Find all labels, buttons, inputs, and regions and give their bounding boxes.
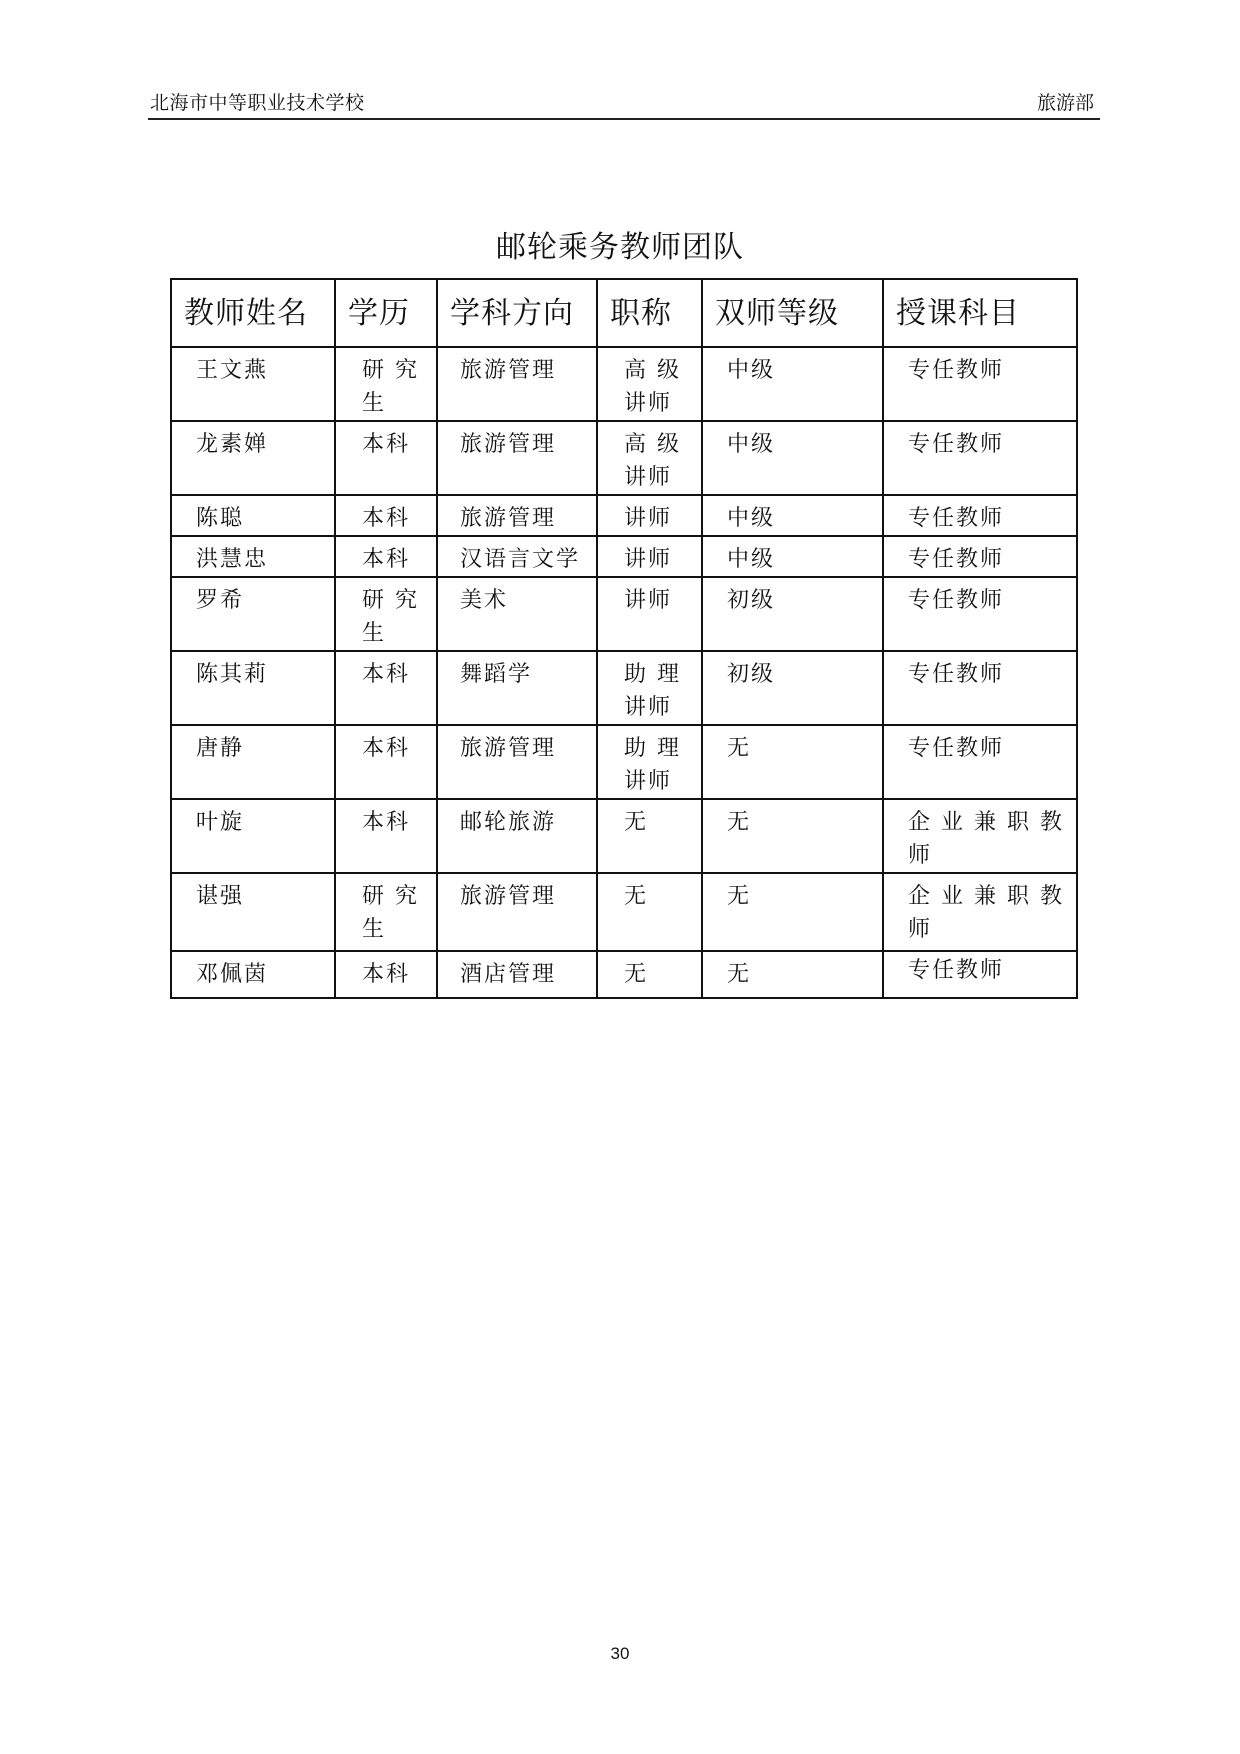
cell-course [883,873,1077,951]
page-header [148,88,1100,120]
cell-course-text: 专任教师 [908,662,1005,687]
cell-rank [597,536,702,577]
cell-course [883,651,1077,725]
cell-major [437,651,597,725]
cell-course [883,577,1077,651]
cell-course-text: 专任教师 [908,358,1005,383]
cell-dual-level [702,495,883,536]
cell-rank [597,725,702,799]
cell-name-text: 洪慧忠 [196,547,269,572]
cell-course [883,799,1077,873]
cell-education-text: 本科 [362,506,411,531]
cell-course [883,951,1077,998]
cell-course [883,347,1077,421]
table-row [171,651,1077,725]
header-course: 授课科目 [883,279,1077,347]
cell-education-text: 本科 [362,662,411,687]
cell-name-text: 陈聪 [196,506,245,531]
cell-name-text: 唐静 [196,736,245,761]
cell-rank [597,799,702,873]
cell-major [437,495,597,536]
cell-rank [597,495,702,536]
cell-course-text: 专任教师 [908,736,1005,761]
cell-name [171,495,335,536]
table-row [171,725,1077,799]
cell-education-text: 研 究 生 [362,588,419,646]
header-dual-level: 双师等级 [702,279,883,347]
cell-name [171,421,335,495]
cell-education-text: 本科 [362,432,411,457]
cell-name [171,651,335,725]
cell-education-text: 本科 [362,547,411,572]
cell-education [335,536,437,577]
table-row [171,799,1077,873]
table-row [171,873,1077,951]
cell-education [335,651,437,725]
cell-dual-level-text: 中级 [727,432,776,457]
cell-dual-level-text: 初级 [727,662,776,687]
cell-name-text: 陈其莉 [196,662,269,687]
cell-dual-level [702,577,883,651]
cell-course-text: 专任教师 [908,547,1005,572]
cell-major [437,725,597,799]
cell-education [335,725,437,799]
cell-major-text: 旅游管理 [460,506,557,531]
cell-education [335,577,437,651]
cell-dual-level-text: 初级 [727,588,776,613]
cell-dual-level [702,799,883,873]
cell-major-text: 旅游管理 [460,432,557,457]
cell-dual-level [702,725,883,799]
cell-dual-level [702,951,883,998]
cell-dual-level [702,873,883,951]
cell-rank-text: 讲师 [624,506,673,531]
cell-course-text: 专任教师 [908,588,1005,613]
cell-course-text: 专任教师 [908,958,1005,983]
cell-name-text: 叶旋 [196,810,245,835]
cell-dual-level-text: 无 [727,810,752,835]
cell-education [335,951,437,998]
cell-education [335,347,437,421]
header-major: 学科方向 [437,279,597,347]
cell-course [883,421,1077,495]
cell-rank-text: 无 [624,884,649,909]
cell-education [335,873,437,951]
cell-name [171,799,335,873]
cell-dual-level-text: 中级 [727,506,776,531]
cell-major-text: 旅游管理 [460,736,557,761]
cell-rank-text: 无 [624,810,649,835]
table-row [171,421,1077,495]
cell-dual-level [702,347,883,421]
cell-major-text: 舞蹈学 [460,662,533,687]
cell-name-text: 王文燕 [196,358,269,383]
school-name: 北海市中等职业技术学校 [150,92,365,114]
cell-name [171,873,335,951]
cell-rank-text: 助 理 讲师 [624,662,681,720]
cell-rank-text: 讲师 [624,588,673,613]
cell-rank [597,421,702,495]
cell-education [335,799,437,873]
cell-major [437,421,597,495]
cell-education-text: 研 究 生 [362,358,419,416]
department-name: 旅游部 [1036,92,1094,114]
cell-course [883,536,1077,577]
cell-education-text: 本科 [362,962,411,987]
cell-education-text: 本科 [362,810,411,835]
cell-dual-level-text: 无 [727,884,752,909]
cell-name [171,725,335,799]
table-header-row [171,279,1077,347]
cell-name [171,577,335,651]
cell-rank-text: 讲师 [624,547,673,572]
header-education: 学历 [335,279,437,347]
cell-course [883,725,1077,799]
cell-rank-text: 高 级 讲师 [624,432,681,490]
cell-major [437,799,597,873]
cell-education [335,495,437,536]
cell-rank [597,651,702,725]
cell-rank-text: 助 理 讲师 [624,736,681,794]
cell-dual-level [702,536,883,577]
table-row [171,347,1077,421]
cell-major-text: 旅游管理 [460,884,557,909]
cell-dual-level-text: 中级 [727,547,776,572]
table-row [171,536,1077,577]
cell-name [171,536,335,577]
cell-name-text: 罗希 [196,588,245,613]
cell-name-text: 邓佩茵 [196,962,269,987]
cell-rank [597,347,702,421]
cell-dual-level-text: 中级 [727,358,776,383]
table-row [171,495,1077,536]
cell-rank [597,577,702,651]
cell-dual-level-text: 无 [727,736,752,761]
cell-rank [597,873,702,951]
table-title: 邮轮乘务教师团队 [496,230,744,265]
cell-education [335,421,437,495]
cell-major [437,577,597,651]
cell-rank-text: 无 [624,962,649,987]
table-row [171,951,1077,998]
cell-rank [597,951,702,998]
cell-course-text: 企 业 兼 职 教师 [908,810,1064,868]
cell-name [171,347,335,421]
cell-education-text: 本科 [362,736,411,761]
header-rank: 职称 [597,279,702,347]
teacher-team-table [170,278,1078,999]
cell-major [437,873,597,951]
cell-major [437,951,597,998]
cell-major-text: 旅游管理 [460,358,557,383]
cell-major [437,347,597,421]
cell-major-text: 邮轮旅游 [460,810,557,835]
cell-major-text: 汉语言文学 [460,547,581,572]
cell-name-text: 龙素婵 [196,432,269,457]
header-name: 教师姓名 [171,279,335,347]
cell-dual-level [702,651,883,725]
cell-course-text: 企 业 兼 职 教师 [908,884,1064,942]
cell-education-text: 研 究 生 [362,884,419,942]
cell-major [437,536,597,577]
cell-rank-text: 高 级 讲师 [624,358,681,416]
cell-name [171,951,335,998]
cell-name-text: 谌强 [196,884,245,909]
cell-course-text: 专任教师 [908,506,1005,531]
page-number: 30 [610,1644,630,1663]
cell-dual-level-text: 无 [727,962,752,987]
cell-major-text: 美术 [460,588,509,613]
cell-course-text: 专任教师 [908,432,1005,457]
cell-dual-level [702,421,883,495]
cell-major-text: 酒店管理 [460,962,557,987]
cell-course [883,495,1077,536]
table-row [171,577,1077,651]
